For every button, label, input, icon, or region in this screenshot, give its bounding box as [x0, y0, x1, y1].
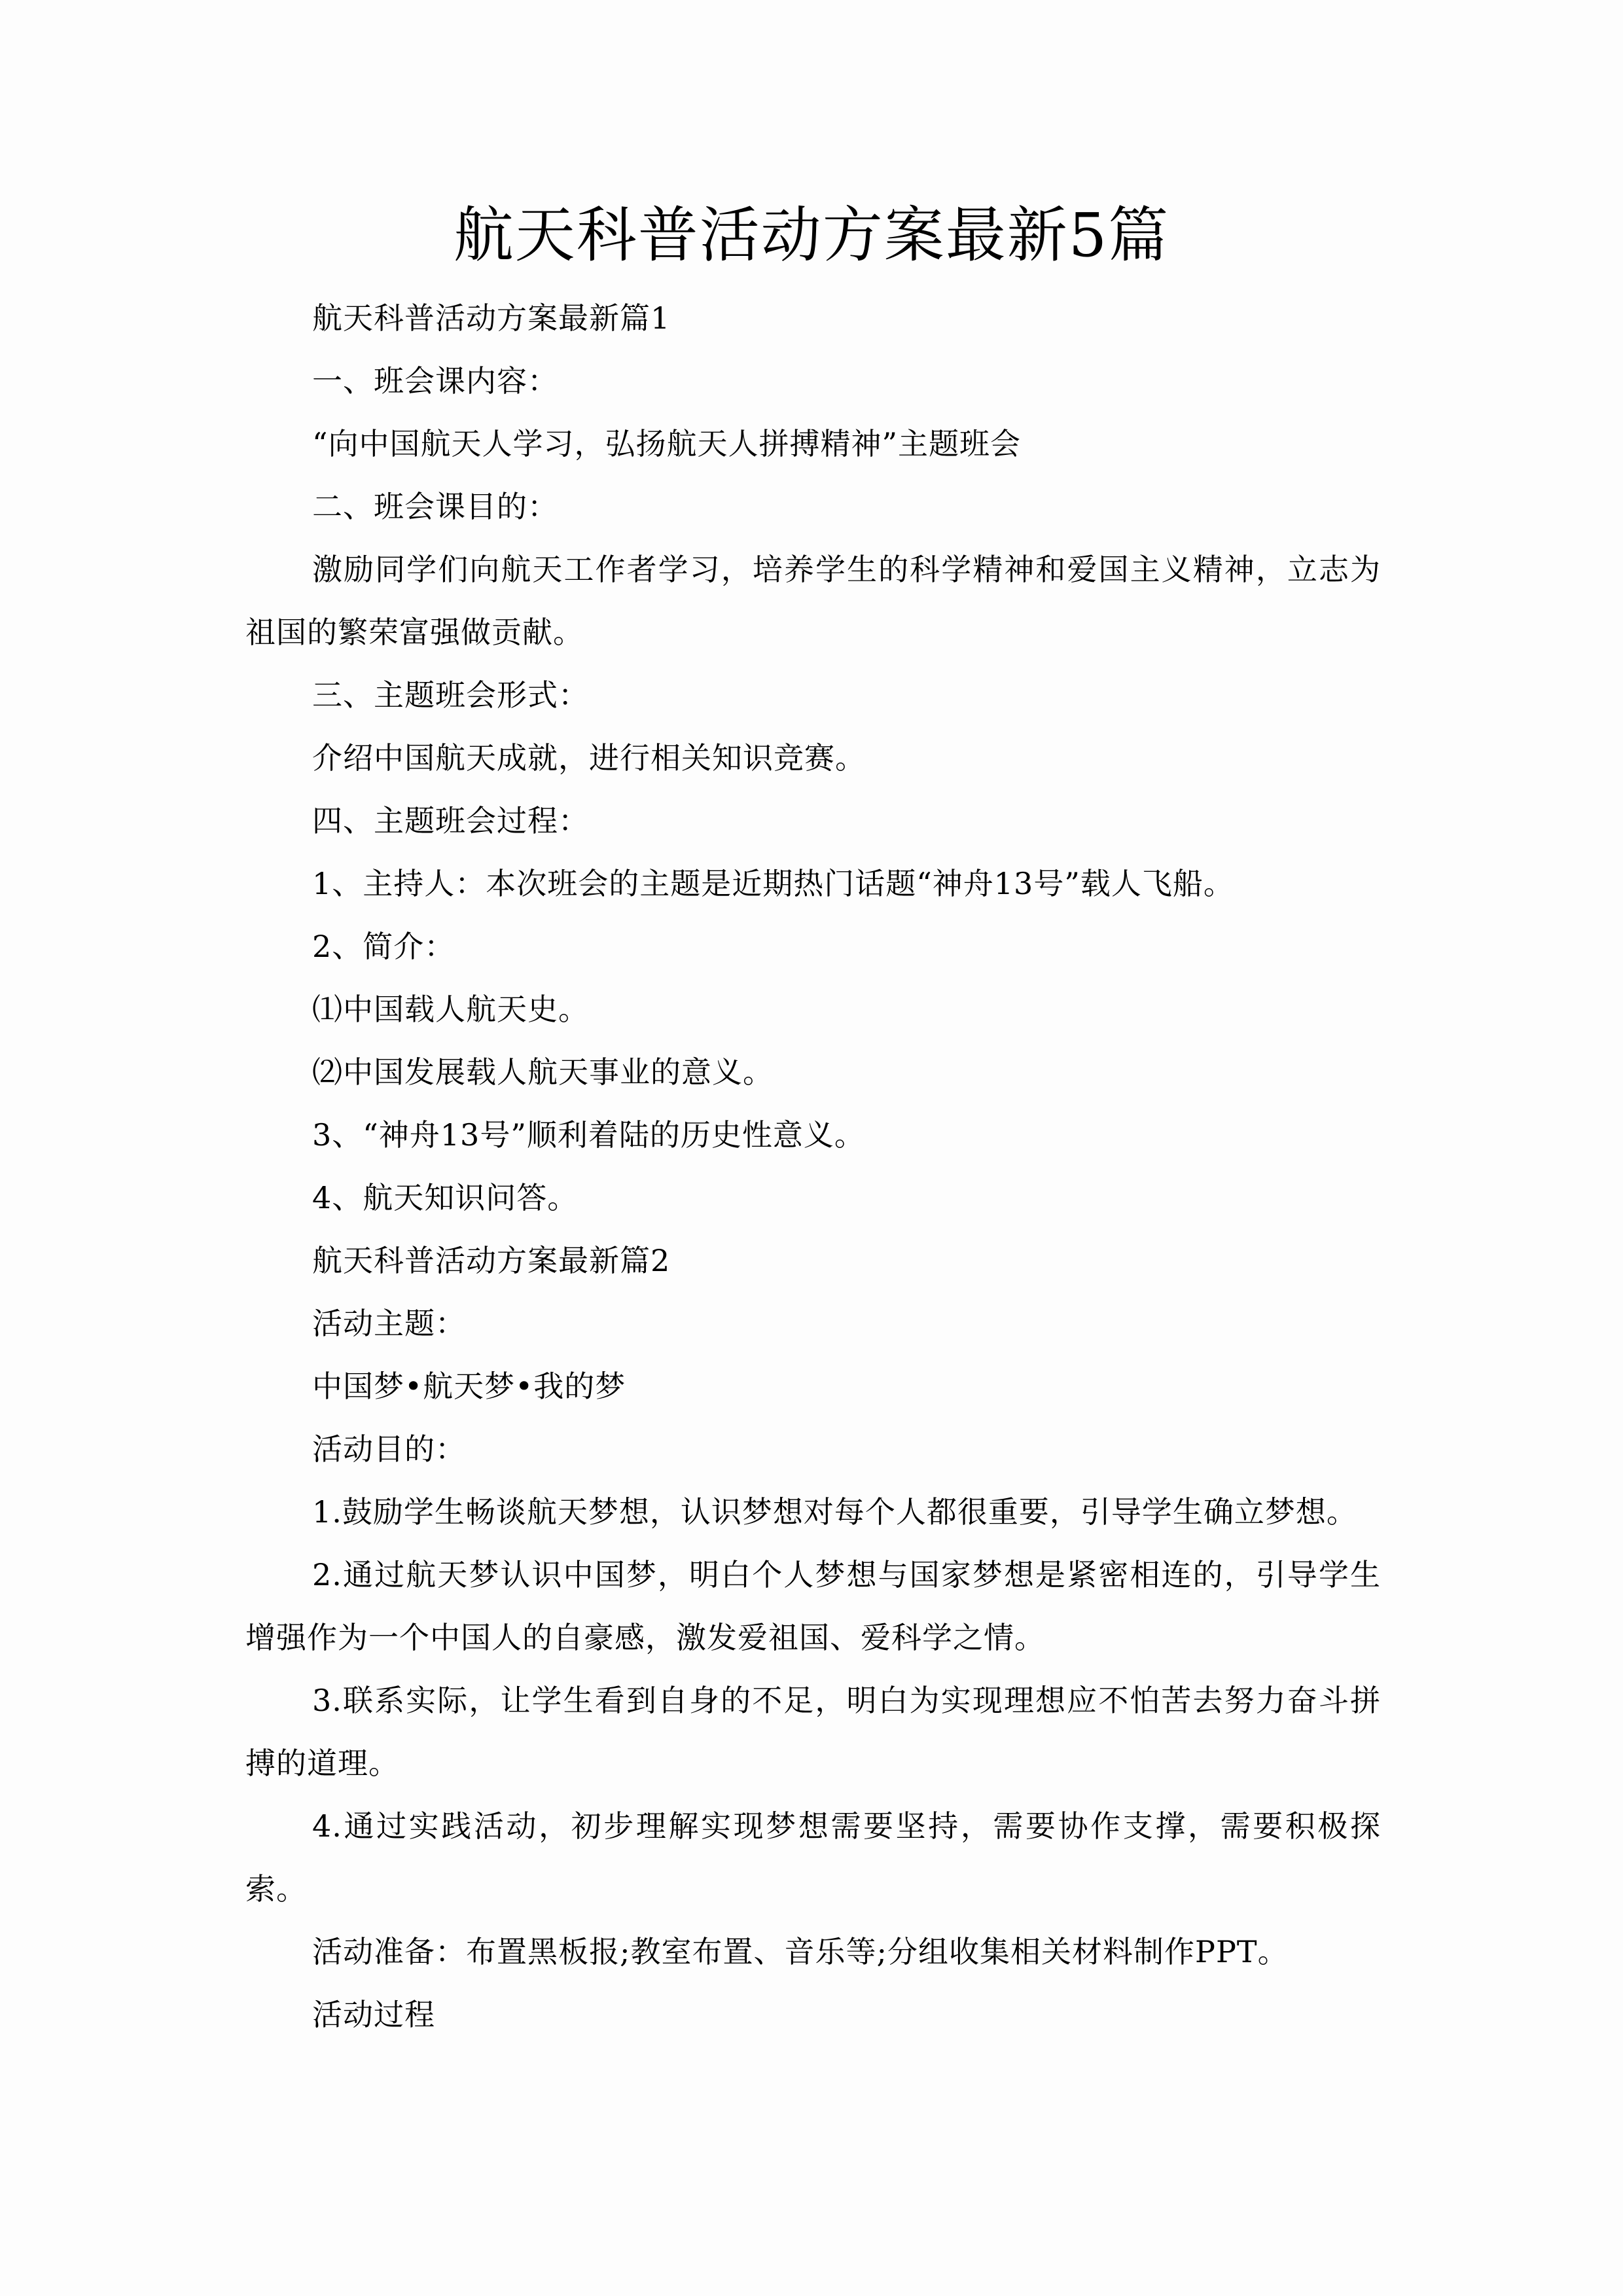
purpose-item-4: 4.通过实践活动，初步理解实现梦想需要坚持，需要协作支撑，需要积极探索。 — [245, 1808, 1381, 1907]
section-heading-part-1: 航天科普活动方案最新篇1 — [312, 300, 671, 336]
purpose-item-3: 3.联系实际，让学生看到自身的不足，明白为实现理想应不怕苦去努力奋斗拼搏的道理。 — [245, 1683, 1381, 1781]
process-item-4: 4、航天知识问答。 — [312, 1180, 579, 1215]
process-item-1: 1、主持人：本次班会的主题是近期热门话题“神舟13号”载人飞船。 — [312, 866, 1234, 901]
section-heading-part-2: 航天科普活动方案最新篇2 — [312, 1243, 671, 1278]
activity-theme-text: 中国梦•航天梦•我的梦 — [312, 1369, 626, 1404]
purpose-item-1: 1.鼓励学生畅谈航天梦想，认识梦想对每个人都很重要，引导学生确立梦想。 — [312, 1494, 1357, 1530]
activity-preparation: 活动准备：布置黑板报;教室布置、音乐等;分组收集相关材料制作PPT。 — [312, 1934, 1289, 1969]
heading-activity-process: 活动过程 — [312, 1997, 435, 2032]
heading-class-content: 一、班会课内容： — [312, 363, 558, 399]
document-title: 航天科普活动方案最新5篇 — [453, 200, 1170, 270]
heading-activity-purpose: 活动目的： — [312, 1431, 466, 1467]
heading-class-process: 四、主题班会过程： — [312, 803, 589, 838]
class-purpose-paragraph: 激励同学们向航天工作者学习，培养学生的科学精神和爱国主义精神，立志为祖国的繁荣富强做贡献。 — [245, 552, 1381, 650]
class-theme-text: “向中国航天人学习，弘扬航天人拼搏精神”主题班会 — [312, 426, 1022, 461]
document-body — [245, 287, 1381, 2046]
process-subitem-2: ⑵中国发展载人航天事业的意义。 — [312, 1054, 774, 1090]
process-item-3: 3、“神舟13号”顺利着陆的历史性意义。 — [312, 1117, 865, 1153]
heading-activity-theme: 活动主题： — [312, 1306, 466, 1341]
purpose-item-2: 2.通过航天梦认识中国梦，明白个人梦想与国家梦想是紧密相连的，引导学生增强作为一个中国人的自豪感，激发爱祖国、爱科学之情。 — [245, 1557, 1381, 1655]
process-subitem-1: ⑴中国载人航天史。 — [312, 992, 589, 1027]
heading-class-form: 三、主题班会形式： — [312, 677, 589, 713]
process-item-2: 2、简介： — [312, 929, 455, 964]
heading-class-purpose: 二、班会课目的： — [312, 489, 558, 524]
class-form-text: 介绍中国航天成就，进行相关知识竞赛。 — [312, 740, 866, 776]
